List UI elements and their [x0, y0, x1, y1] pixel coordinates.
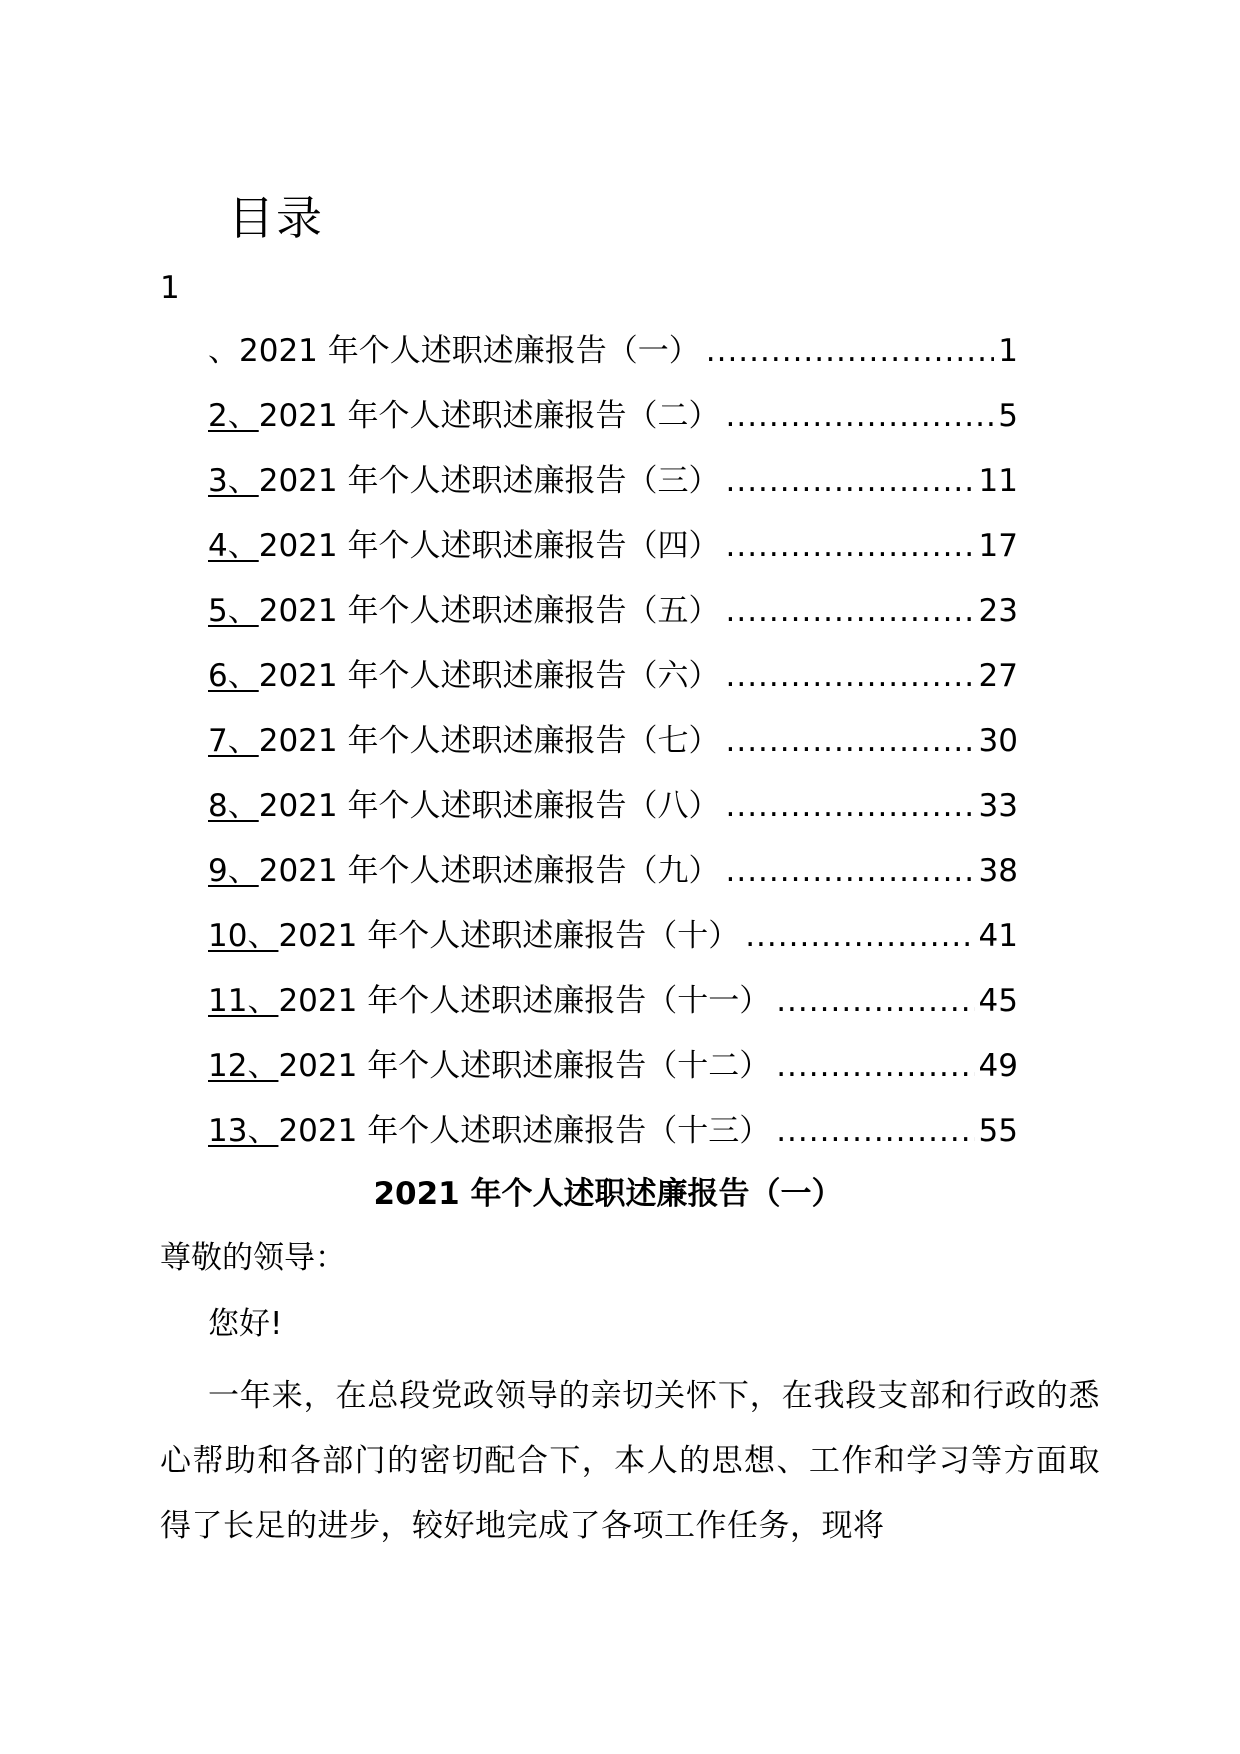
toc-first-entry-number: 1 [160, 270, 180, 306]
toc-entry[interactable] [208, 716, 1018, 781]
toc-entry-page[interactable]: 23 [978, 593, 1018, 629]
toc-entry-page[interactable]: 5 [998, 398, 1018, 434]
toc-entry-number[interactable]: 13、 [208, 1113, 279, 1149]
toc-entry-page[interactable]: 33 [978, 788, 1018, 824]
toc-entry-page[interactable]: 1 [998, 333, 1018, 369]
toc-entry-page[interactable]: 17 [978, 528, 1018, 564]
toc-entry-title[interactable]: 2021 年个人述职述廉报告（十三） [278, 1113, 771, 1149]
report-heading: 2021 年个人述职述廉报告（一） [373, 1176, 843, 1212]
toc-entry-number[interactable]: 7、 [208, 723, 259, 759]
toc-dot-leader [725, 586, 974, 636]
toc-dot-leader [725, 781, 974, 831]
toc-entry-page[interactable]: 27 [978, 658, 1018, 694]
toc-dot-leader [745, 911, 974, 961]
toc-entry[interactable] [208, 1041, 1018, 1106]
body-paragraph: 一年来，在总段党政领导的亲切关怀下，在我段支部和行政的悉心帮助和各部门的密切配合下，本人的思想、工作和学习等方面取得了长足的进步，较好地完成了各项工作任务，现将 [160, 1378, 1100, 1544]
toc-dot-leader [725, 456, 974, 506]
toc-entry-page[interactable]: 41 [978, 918, 1018, 954]
table-of-contents [208, 326, 1018, 1171]
toc-dot-leader [776, 1041, 974, 1091]
toc-entry-page[interactable]: 30 [978, 723, 1018, 759]
toc-entry-title[interactable]: 2021 年个人述职述廉报告（十一） [278, 983, 771, 1019]
toc-entry-number[interactable]: 11、 [208, 983, 279, 1019]
toc-entry[interactable] [208, 456, 1018, 521]
toc-entry-page[interactable]: 49 [978, 1048, 1018, 1084]
toc-entry-number[interactable]: 8、 [208, 788, 259, 824]
toc-entry-number[interactable]: 5、 [208, 593, 259, 629]
toc-entry[interactable] [208, 326, 1018, 391]
toc-entry[interactable] [208, 781, 1018, 846]
toc-entry-title[interactable]: 2021 年个人述职述廉报告（十） [278, 918, 740, 954]
toc-entry-title[interactable]: 2021 年个人述职述廉报告（四） [258, 528, 720, 564]
toc-dot-leader [725, 651, 974, 701]
salutation: 尊敬的领导： [160, 1240, 346, 1276]
toc-entry[interactable] [208, 1106, 1018, 1171]
toc-title: 目录 [228, 191, 324, 245]
toc-entry-page[interactable]: 55 [978, 1113, 1018, 1149]
toc-entry-number[interactable]: 10、 [208, 918, 279, 954]
toc-entry-number[interactable]: 2、 [208, 398, 259, 434]
toc-entry-title[interactable]: 2021 年个人述职述廉报告（五） [258, 593, 720, 629]
toc-entry[interactable] [208, 651, 1018, 716]
toc-entry-number[interactable]: 9、 [208, 853, 259, 889]
toc-dot-leader [706, 326, 995, 376]
toc-entry[interactable] [208, 911, 1018, 976]
toc-entry-title[interactable]: 2021 年个人述职述廉报告（八） [258, 788, 720, 824]
toc-dot-leader [725, 716, 974, 766]
toc-entry-title[interactable]: 、2021 年个人述职述廉报告（一） [208, 333, 700, 369]
toc-entry-title[interactable]: 2021 年个人述职述廉报告（九） [258, 853, 720, 889]
toc-entry-page[interactable]: 45 [978, 983, 1018, 1019]
toc-entry-title[interactable]: 2021 年个人述职述廉报告（六） [258, 658, 720, 694]
toc-dot-leader [725, 521, 974, 571]
toc-entry-number[interactable]: 6、 [208, 658, 259, 694]
toc-entry[interactable] [208, 391, 1018, 456]
toc-entry-title[interactable]: 2021 年个人述职述廉报告（十二） [278, 1048, 771, 1084]
toc-entry[interactable] [208, 846, 1018, 911]
toc-entry-page[interactable]: 38 [978, 853, 1018, 889]
toc-entry-number[interactable]: 3、 [208, 463, 259, 499]
toc-dot-leader [776, 1106, 974, 1156]
greeting: 您好! [208, 1306, 283, 1342]
toc-entry-number[interactable]: 4、 [208, 528, 259, 564]
toc-dot-leader [725, 391, 994, 441]
toc-entry[interactable] [208, 521, 1018, 586]
toc-entry[interactable] [208, 586, 1018, 651]
toc-entry-number[interactable]: 12、 [208, 1048, 279, 1084]
toc-entry[interactable] [208, 976, 1018, 1041]
toc-entry-title[interactable]: 2021 年个人述职述廉报告（七） [258, 723, 720, 759]
toc-dot-leader [725, 846, 974, 896]
toc-entry-title[interactable]: 2021 年个人述职述廉报告（三） [258, 463, 720, 499]
toc-entry-page[interactable]: 11 [978, 463, 1018, 499]
toc-dot-leader [776, 976, 974, 1026]
toc-entry-title[interactable]: 2021 年个人述职述廉报告（二） [258, 398, 720, 434]
